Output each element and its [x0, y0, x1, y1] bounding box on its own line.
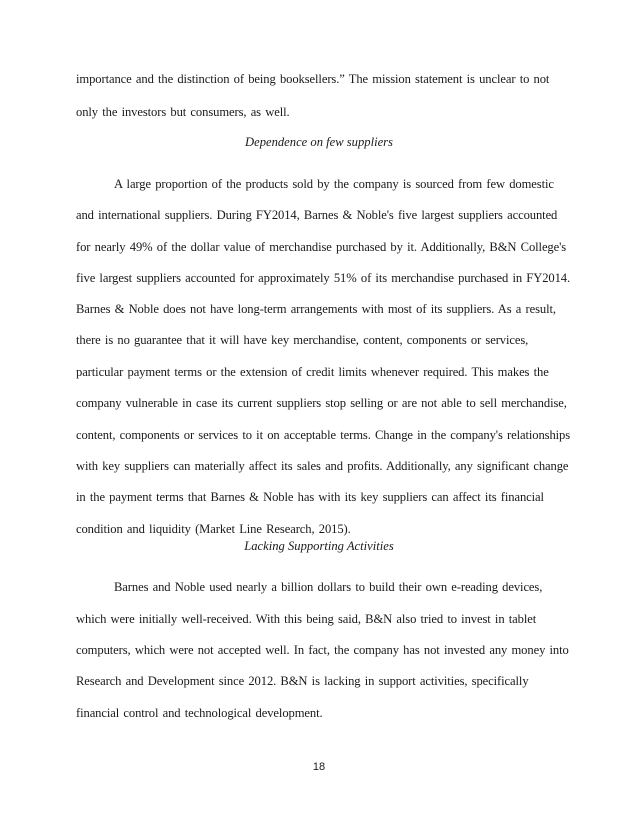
section-heading-supporting-activities: Lacking Supporting Activities [244, 539, 394, 553]
paragraph-line: for nearly 49% of the dollar value of merchandise purchased by it. Additionally, B&N College's [76, 240, 567, 254]
paragraph-line: and international suppliers. During FY2014, Barnes & Noble's five largest suppliers accounted [76, 208, 558, 222]
paragraph-line: Barnes & Noble does not have long-term arrangements with most of its suppliers. As a result, [76, 302, 556, 316]
paragraph-line: Research and Development since 2012. B&N is lacking in support activities, specifically [76, 674, 529, 688]
paragraph-line: financial control and technological development. [76, 706, 323, 720]
section-heading-suppliers: Dependence on few suppliers [245, 135, 393, 149]
paragraph-line: which were initially well-received. With this being said, B&N also tried to invest in tablet [76, 612, 537, 626]
paragraph-line: there is no guarantee that it will have key merchandise, content, components or services, [76, 333, 529, 347]
paragraph-line: only the investors but consumers, as well. [76, 105, 290, 119]
paragraph-line: with key suppliers can materially affect its sales and profits. Additionally, any significant change [76, 459, 569, 473]
paragraph-line: five largest suppliers accounted for approximately 51% of its merchandise purchased in FY2014. [76, 271, 571, 285]
paragraph-line: in the payment terms that Barnes & Noble has with its key suppliers can affect its financial [76, 490, 544, 504]
paragraph-line: condition and liquidity (Market Line Research, 2015). [76, 522, 351, 536]
paragraph-line: computers, which were not accepted well. In fact, the company has not invested any money into [76, 643, 569, 657]
page-number: 18 [312, 761, 326, 773]
paragraph-line: particular payment terms or the extension of credit limits whenever required. This makes the [76, 365, 549, 379]
paragraph-line: Barnes and Noble used nearly a billion dollars to build their own e-reading devices, [114, 580, 543, 594]
paragraph-line: content, components or services to it on acceptable terms. Change in the company's relationships [76, 428, 571, 442]
paragraph-line: company vulnerable in case its current suppliers stop selling or are not able to sell merchandise, [76, 396, 567, 410]
paragraph-line: importance and the distinction of being booksellers.” The mission statement is unclear to not [76, 72, 550, 86]
paragraph-line: A large proportion of the products sold by the company is sourced from few domestic [114, 177, 554, 191]
